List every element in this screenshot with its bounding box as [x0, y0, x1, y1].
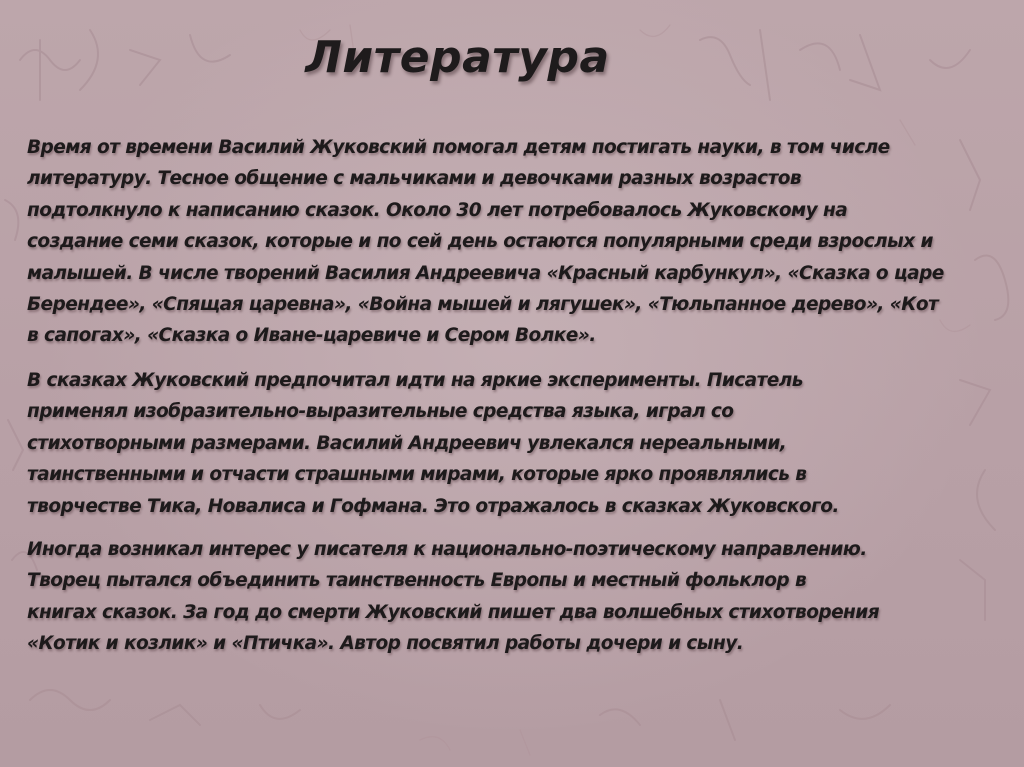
paragraph-2 — [27, 365, 839, 522]
paragraph-line: Время от времени Василий Жуковский помогал детям постигать науки, в том числе — [27, 137, 890, 158]
paragraph-line: Иногда возникал интерес у писателя к национально-поэтическому направлению. — [27, 539, 867, 560]
paragraph-line: стихотворными размерами. Василий Андреевич увлекался нереальными, — [27, 432, 787, 454]
paragraph-line: В сказках Жуковский предпочитал идти на яркие эксперименты. Писатель — [27, 370, 803, 391]
paragraph-line: творчестве Тика, Новалиса и Гофмана. Это отражалось в сказках Жуковского. — [27, 495, 839, 517]
paragraph-1 — [27, 132, 944, 352]
paragraph-line: создание семи сказок, которые и по сей день остаются популярными среди взрослых и — [27, 231, 933, 253]
paragraph-3 — [27, 534, 879, 660]
paragraph-line: таинственными и отчасти страшными мирами, которые ярко проявлялись в — [27, 464, 807, 486]
paragraph-line: «Котик и козлик» и «Птичка». Автор посвятил работы дочери и сыну. — [27, 633, 744, 655]
paragraph-line: подтолкнуло к написанию сказок. Около 30 лет потребовалось Жуковскому на — [27, 199, 848, 221]
paragraph-line: в сапогах», «Сказка о Иване-царевиче и Сером Волке». — [27, 325, 596, 347]
paragraph-line: Берендее», «Спящая царевна», «Война мышей и лягушек», «Тюльпанное дерево», «Кот — [27, 294, 939, 316]
paragraph-line: Творец пытался объединить таинственность Европы и местный фольклор в — [27, 570, 807, 592]
paragraph-line: книгах сказок. За год до смерти Жуковский пишет два волшебных стихотворения — [27, 601, 880, 623]
paragraph-line: малышей. В числе творений Василия Андреевича «Красный карбункул», «Сказка о царе — [27, 262, 944, 284]
paragraph-line: применял изобразительно-выразительные средства языка, играл со — [27, 401, 734, 423]
paragraph-line: литературу. Тесное общение с мальчиками и девочками разных возрастов — [27, 168, 802, 190]
slide-title: Литература — [305, 32, 610, 83]
